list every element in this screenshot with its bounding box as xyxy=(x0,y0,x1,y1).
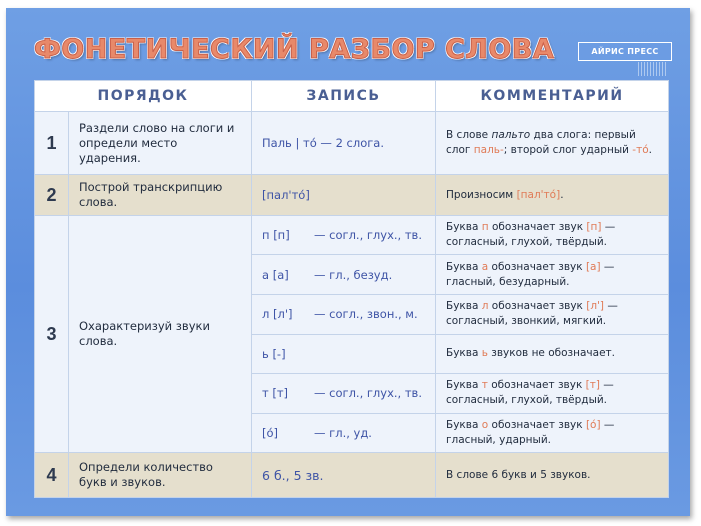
publisher-logo xyxy=(578,42,672,61)
header-row xyxy=(35,81,669,112)
comment-cell: Буква п обозначает звук [п] — согласный, глухой, твёрдый. xyxy=(436,215,669,255)
record-cell: а [а] — гл., безуд. xyxy=(252,255,436,295)
comment-cell: Произносим [пал'то́]. xyxy=(436,175,669,216)
record-cell: т [т] — согл., глух., тв. xyxy=(252,374,436,414)
record-cell: 6 б., 5 зв. xyxy=(252,453,436,498)
header-comment: КОММЕНТАРИЙ xyxy=(436,81,669,112)
step-number: 4 xyxy=(35,453,69,498)
comment-cell: Буква т обозначает звук [т] — согласный, глухой, твёрдый. xyxy=(436,374,669,414)
record-cell: [о́] — гл., уд. xyxy=(252,413,436,453)
comment-cell: В слове пальто два слога: первый слог паль-; второй слог ударный -то́. xyxy=(436,112,669,175)
table-row xyxy=(35,453,669,498)
barcode xyxy=(638,62,668,76)
step-number: 1 xyxy=(35,112,69,175)
table-row xyxy=(35,215,669,255)
record-cell: Паль | то — 2 слога. xyxy=(252,112,436,175)
poster-title: ФОНЕТИЧЕСКИЙ РАЗБОР СЛОВА xyxy=(34,34,555,65)
record-cell: [пал'то́] xyxy=(252,175,436,216)
analysis-table xyxy=(34,80,669,498)
table-row xyxy=(35,112,669,175)
header-order: ПОРЯДОК xyxy=(35,81,252,112)
step-number: 3 xyxy=(35,215,69,452)
comment-cell: Буква л обозначает звук [л'] — согласный, звонкий, мягкий. xyxy=(436,295,669,335)
record-cell: л [л'] — согл., звон., м. xyxy=(252,295,436,335)
comment-cell: Буква о обозначает звук [о́] — гласный, ударный. xyxy=(436,413,669,453)
comment-cell: В слове 6 букв и 5 звуков. xyxy=(436,453,669,498)
step-number: 2 xyxy=(35,175,69,216)
header-record: ЗАПИСЬ xyxy=(252,81,436,112)
publisher-name: АЙРИС ПРЕСС xyxy=(591,47,659,56)
step-text: Раздели слово на слоги и определи место ударения. xyxy=(69,112,252,175)
step-text: Построй транскрипцию слова. xyxy=(69,175,252,216)
table-row xyxy=(35,175,669,216)
record-cell: ь [-] xyxy=(252,334,436,374)
comment-cell: Буква ь звуков не обозначает. xyxy=(436,334,669,374)
step-text: Определи количество букв и звуков. xyxy=(69,453,252,498)
comment-cell: Буква а обозначает звук [а] — гласный, безударный. xyxy=(436,255,669,295)
record-cell: п [п] — согл., глух., тв. xyxy=(252,215,436,255)
step-text: Охарактеризуй звуки слова. xyxy=(69,215,252,452)
